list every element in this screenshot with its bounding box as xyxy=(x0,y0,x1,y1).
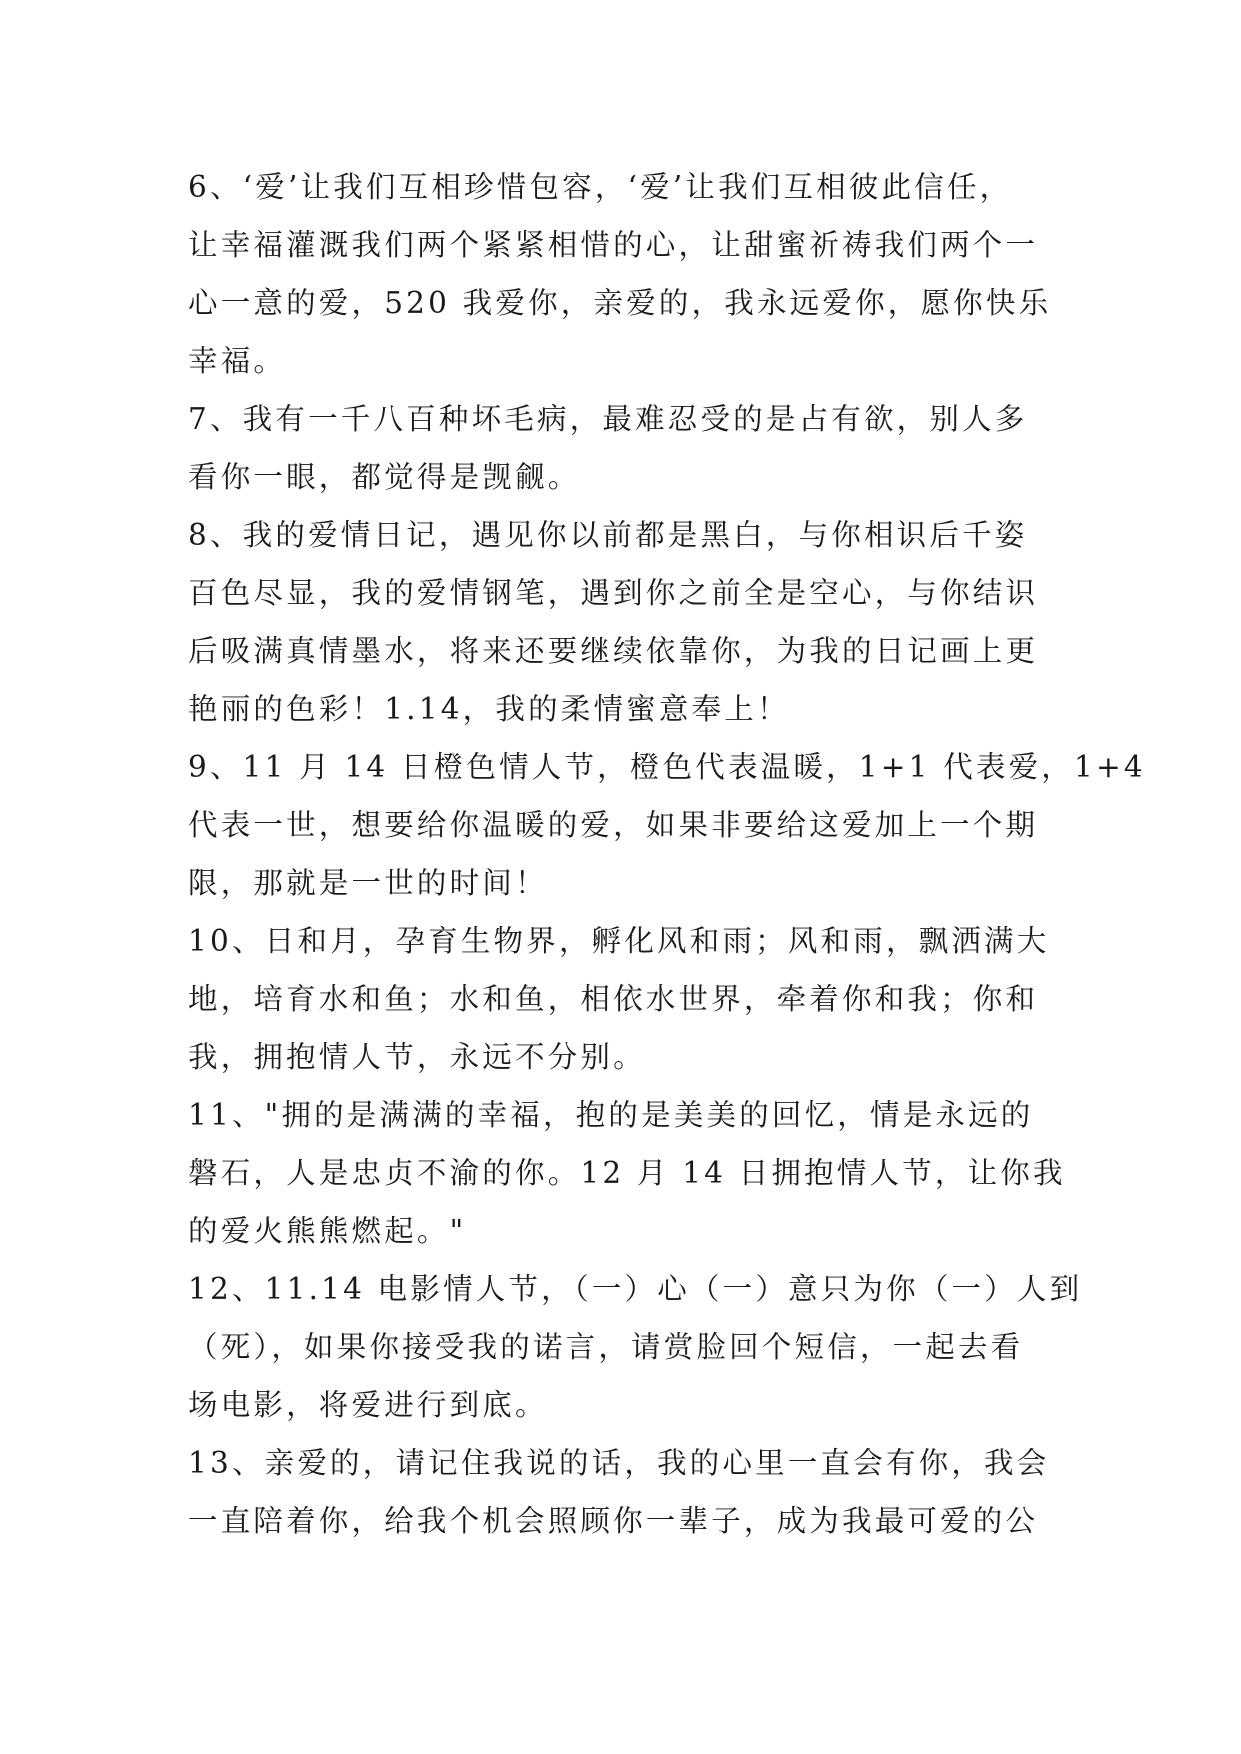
text-line: 8、我的爱情日记，遇见你以前都是黑白，与你相识后千姿 xyxy=(188,518,1028,552)
paragraph-13 xyxy=(188,1434,1068,1550)
text-line: 后吸满真情墨水，将来还要继续依靠你，为我的日记画上更 xyxy=(188,634,1039,668)
text-line: 百色尽显，我的爱情钢笔，遇到你之前全是空心，与你结识 xyxy=(188,576,1039,610)
text-line: 代表一世，想要给你温暖的爱，如果非要给这爱加上一个期 xyxy=(188,808,1039,842)
text-line: 场电影，将爱进行到底。 xyxy=(188,1388,548,1422)
paragraph-10 xyxy=(188,912,1068,1086)
text-line: 12、11.14 电影情人节，（一）心（一）意只为你（一）人到 xyxy=(188,1272,1083,1306)
text-line: 心一意的爱，520 我爱你，亲爱的，我永远爱你，愿你快乐 xyxy=(188,286,1052,320)
document-body xyxy=(188,158,1146,1550)
text-line: 6、‘爱’让我们互相珍惜包容，‘爱’让我们互相彼此信任， xyxy=(188,170,1013,204)
text-line: 艳丽的色彩！1.14，我的柔情蜜意奉上！ xyxy=(188,692,790,726)
text-line: 幸福。 xyxy=(188,344,287,378)
text-line: 看你一眼，都觉得是觊觎。 xyxy=(188,460,581,494)
text-line: 让幸福灌溉我们两个紧紧相惜的心，让甜蜜祈祷我们两个一 xyxy=(188,228,1039,262)
text-line: 13、亲爱的，请记住我说的话，我的心里一直会有你，我会 xyxy=(188,1446,1050,1480)
text-line: 10、日和月，孕育生物界，孵化风和雨；风和雨，飘洒满大 xyxy=(188,924,1050,958)
text-line: 9、11 月 14 日橙色情人节，橙色代表温暖，1+1 代表爱，1+4 xyxy=(188,750,1146,784)
paragraph-6 xyxy=(188,158,1068,390)
text-line: 7、我有一千八百种坏毛病，最难忍受的是占有欲，别人多 xyxy=(188,402,1028,436)
paragraph-11 xyxy=(188,1086,1068,1260)
text-line: 一直陪着你，给我个机会照顾你一辈子，成为我最可爱的公 xyxy=(188,1504,1039,1538)
paragraph-12 xyxy=(188,1260,1083,1434)
text-line: 的爱火熊熊燃起。" xyxy=(188,1214,467,1248)
paragraph-7 xyxy=(188,390,1068,506)
text-line: 限，那就是一世的时间！ xyxy=(188,866,548,900)
text-line: 地，培育水和鱼；水和鱼，相依水世界，牵着你和我；你和 xyxy=(188,982,1039,1016)
paragraph-9 xyxy=(188,738,1146,912)
text-line: （死），如果你接受我的诺言，请赏脸回个短信，一起去看 xyxy=(188,1330,1024,1364)
text-line: 磐石，人是忠贞不渝的你。12 月 14 日拥抱情人节，让你我 xyxy=(188,1156,1066,1190)
paragraph-8 xyxy=(188,506,1068,738)
text-line: 我，拥抱情人节，永远不分别。 xyxy=(188,1040,646,1074)
text-line: 11、"拥的是满满的幸福，抱的是美美的回忆，情是永远的 xyxy=(188,1098,1034,1132)
